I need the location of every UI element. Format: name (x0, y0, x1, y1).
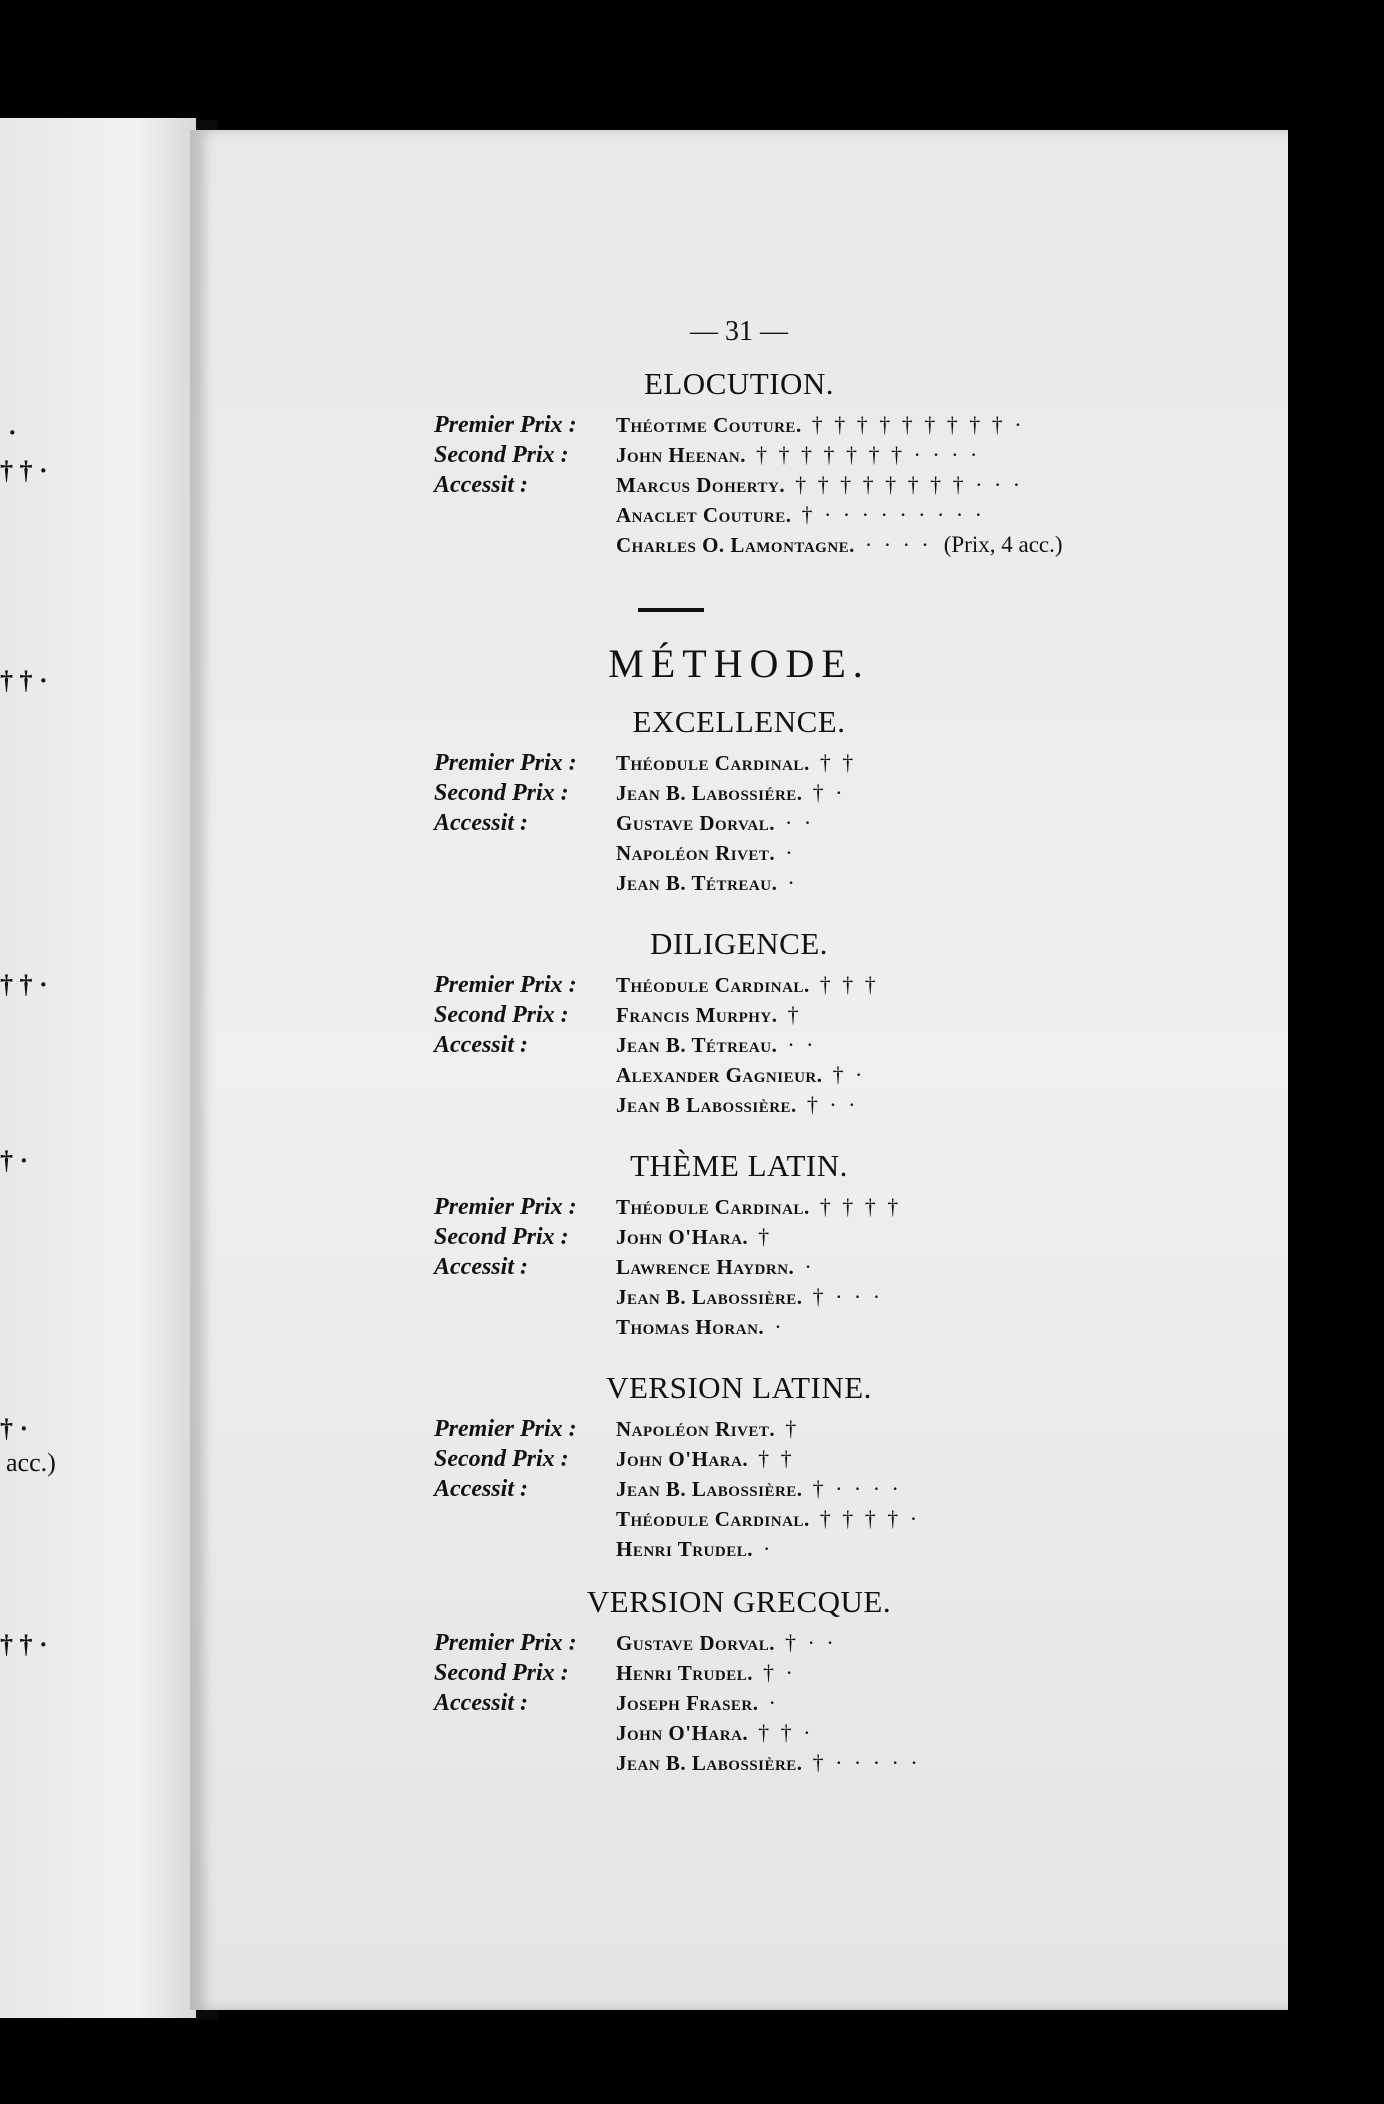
student-entry (616, 1720, 814, 1746)
merit-marks: † † † (819, 972, 879, 997)
merit-marks: † † (758, 1446, 795, 1471)
section-title: VERSION LATINE. (606, 1370, 872, 1405)
merit-marks: † † † † (819, 1194, 902, 1219)
section-title: DILIGENCE. (649, 926, 829, 961)
merit-marks: † † † † · (819, 1506, 921, 1531)
merit-marks: · · (787, 1032, 817, 1057)
merit-marks: · (785, 840, 796, 865)
prize-label: Accessit : (434, 1476, 528, 1502)
student-name: Joseph Fraser. (616, 1691, 759, 1715)
prize-label: Premier Prix : (434, 412, 577, 438)
merit-marks: · (762, 1536, 774, 1561)
left-fragment: acc.) (6, 1448, 56, 1477)
student-name: Gustave Dorval. (616, 1631, 776, 1655)
student-entry (616, 780, 845, 806)
merit-marks: · · · · (864, 532, 932, 557)
student-entry (616, 840, 796, 866)
student-name: Jean B Labossière. (616, 1093, 797, 1117)
student-entry (616, 1254, 815, 1280)
student-name: Francis Murphy. (616, 1003, 778, 1027)
student-entry (616, 412, 1025, 438)
merit-marks: † † (819, 750, 857, 775)
prize-label: Accessit : (434, 810, 528, 836)
prize-label: Accessit : (434, 1690, 528, 1716)
student-entry (616, 1092, 858, 1118)
merit-marks: · (774, 1314, 785, 1339)
student-name: John O'Hara. (616, 1721, 749, 1745)
left-fragment: † † · (0, 970, 48, 999)
left-fragment: † † · (0, 1630, 48, 1659)
student-entry (616, 1446, 795, 1472)
main-title-methode: MÉTHODE. (608, 641, 870, 686)
student-entry (616, 1506, 920, 1532)
student-name: Gustave Dorval. (616, 811, 776, 835)
merit-marks: † † † † † † † · · · · (756, 442, 981, 467)
merit-marks: · (787, 870, 798, 895)
prize-label: Premier Prix : (434, 1194, 577, 1220)
student-name: Jean B. Labossière. (616, 1285, 803, 1309)
merit-marks: † · · · · (812, 1476, 902, 1501)
student-entry (616, 1002, 802, 1028)
merit-marks: † † † † † † † † · · · (795, 472, 1024, 497)
prize-label: Accessit : (434, 1032, 528, 1058)
student-name: Lawrence Haydrn. (616, 1255, 795, 1279)
merit-marks: † † † † † † † † † · (811, 412, 1025, 437)
left-fragment: † † · (0, 456, 48, 485)
student-entry (616, 1750, 921, 1776)
page (190, 130, 1288, 2010)
merit-marks: † † · (758, 1720, 814, 1745)
student-entry (616, 1194, 901, 1220)
merit-marks: † · · · · · · · · · (801, 502, 985, 527)
student-entry (616, 1314, 785, 1340)
student-name: Henri Trudel. (616, 1537, 753, 1561)
left-fragment: † · (0, 1414, 29, 1443)
prize-label: Second Prix : (434, 1224, 569, 1250)
student-entry (616, 870, 798, 896)
divider-rule (638, 608, 704, 612)
student-entry (616, 810, 814, 836)
student-name: Jean B. Tétreau. (616, 1033, 778, 1057)
student-entry (616, 532, 1063, 558)
merit-marks: † · (832, 1062, 866, 1087)
student-name: John Heenan. (616, 443, 747, 467)
student-entry (616, 1536, 773, 1562)
section-title-elocution: ELOCUTION. (643, 366, 835, 401)
student-name: Théodule Cardinal. (616, 1507, 810, 1531)
student-entry (616, 1476, 902, 1502)
prize-label: Second Prix : (434, 1446, 569, 1472)
section-title: VERSION GRECQUE. (586, 1584, 892, 1619)
left-page-edge (0, 118, 196, 2018)
student-name: Jean B. Labossière. (616, 1477, 803, 1501)
student-name: Charles O. Lamontagne. (616, 533, 855, 557)
merit-marks: † · · (785, 1630, 837, 1655)
student-entry (616, 1062, 865, 1088)
prize-label: Second Prix : (434, 1002, 569, 1028)
student-name: Marcus Doherty. (616, 473, 786, 497)
student-name: Théotime Couture. (616, 413, 802, 437)
prize-label: Premier Prix : (434, 1416, 577, 1442)
student-name: Anaclet Couture. (616, 503, 792, 527)
prize-label: Premier Prix : (434, 1630, 577, 1656)
student-entry (616, 1224, 772, 1250)
prize-label: Premier Prix : (434, 750, 577, 776)
student-entry (616, 502, 985, 528)
student-entry (616, 750, 856, 776)
student-entry (616, 1032, 816, 1058)
student-name: John O'Hara. (616, 1447, 749, 1471)
prize-label: Second Prix : (434, 1660, 569, 1686)
prize-label: Premier Prix : (434, 972, 577, 998)
page-number: — 31 — (690, 316, 788, 347)
prize-note: (Prix, 4 acc.) (943, 532, 1063, 557)
merit-marks: † (758, 1224, 773, 1249)
merit-marks: † (787, 1002, 802, 1027)
student-entry (616, 472, 1023, 498)
student-name: Napoléon Rivet. (616, 1417, 776, 1441)
prize-label: Second Prix : (434, 780, 569, 806)
student-name: Jean B. Tétreau. (616, 871, 778, 895)
student-entry (616, 1630, 837, 1656)
student-name: Théodule Cardinal. (616, 973, 810, 997)
student-name: Thomas Horan. (616, 1315, 765, 1339)
student-name: John O'Hara. (616, 1225, 749, 1249)
merit-marks: † · · (806, 1092, 859, 1117)
merit-marks: † · (762, 1660, 796, 1685)
student-entry (616, 1284, 883, 1310)
student-name: Jean B. Labossiére. (616, 781, 803, 805)
merit-marks: † · (812, 780, 846, 805)
prize-label: Accessit : (434, 1254, 528, 1280)
student-name: Alexander Gagnieur. (616, 1063, 823, 1087)
student-entry (616, 972, 879, 998)
left-fragment: † · (0, 1146, 29, 1175)
left-fragment: † † · (0, 666, 48, 695)
student-entry (616, 1690, 779, 1716)
prize-label: Second Prix : (434, 442, 569, 468)
section-title: THÈME LATIN. (630, 1148, 848, 1183)
merit-marks: † · · · (812, 1284, 884, 1309)
prize-label: Accessit : (434, 472, 528, 498)
merit-marks: † (785, 1416, 800, 1441)
student-entry (616, 442, 980, 468)
section-title: EXCELLENCE. (632, 704, 846, 739)
left-fragment: · (8, 418, 17, 447)
merit-marks: · · (785, 810, 815, 835)
student-name: Théodule Cardinal. (616, 1195, 810, 1219)
merit-marks: † · · · · · (812, 1750, 921, 1775)
student-name: Jean B. Labossière. (616, 1751, 803, 1775)
student-name: Théodule Cardinal. (616, 751, 810, 775)
merit-marks: · (768, 1690, 779, 1715)
student-name: Henri Trudel. (616, 1661, 753, 1685)
student-entry (616, 1660, 796, 1686)
student-entry (616, 1416, 799, 1442)
merit-marks: · (804, 1254, 815, 1279)
student-name: Napoléon Rivet. (616, 841, 776, 865)
